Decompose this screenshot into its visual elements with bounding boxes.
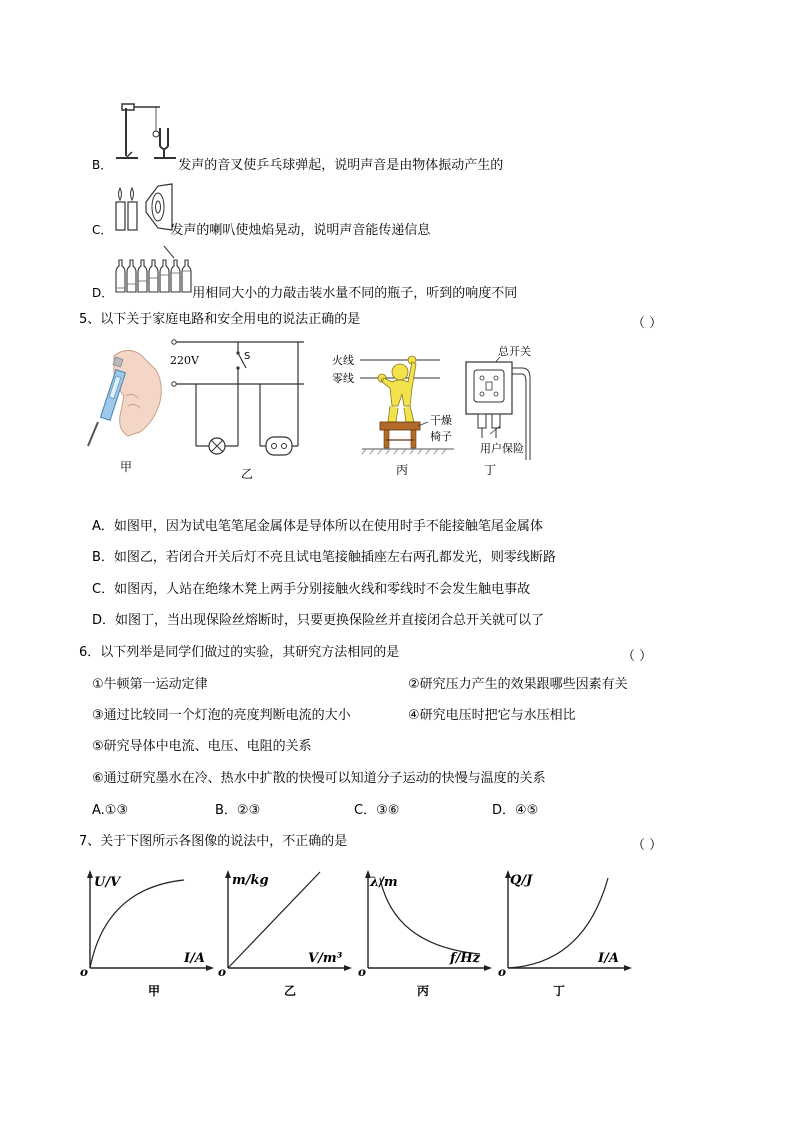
q6-item-5: ⑤研究导体中电流、电压、电阻的关系 xyxy=(92,739,312,754)
q6-choice-a: A.①③ xyxy=(92,803,129,818)
graph-yi-origin: o xyxy=(218,965,227,978)
q4-option-b: B． 发声的音叉使乒乓球弹起，说明声音是由物体振动产生的 xyxy=(92,158,504,173)
circuit-figure xyxy=(168,334,322,466)
graph-label-ding: 丁 xyxy=(552,984,565,998)
graph-label-jia: 甲 xyxy=(147,984,160,998)
graph-bing-origin: o xyxy=(358,965,367,978)
tuning-fork-figure xyxy=(112,100,184,164)
dry-label: 干燥 xyxy=(430,414,452,427)
graph-yi-xlabel: V/m³ xyxy=(308,951,343,966)
switch-label: S xyxy=(244,351,251,362)
graph-ding xyxy=(494,868,634,978)
q4-option-c: C． 发声的喇叭使烛焰晃动，说明声音能传递信息 xyxy=(92,223,431,238)
graph-label-yi: 乙 xyxy=(283,984,296,998)
graph-bing xyxy=(354,868,494,978)
q6-choice-d: D．④⑤ xyxy=(492,803,539,818)
voltage-label: 220V xyxy=(170,354,199,367)
graph-jia-origin: o xyxy=(80,965,89,978)
q6-item-1: ①牛顿第一运动定律 xyxy=(92,677,208,692)
q7-stem: 7、关于下图所示各图像的说法中，不正确的是 xyxy=(79,834,348,849)
q6-stem: 6．以下列举是同学们做过的实验，其研究方法相同的是 xyxy=(79,645,400,660)
graph-jia-ylabel: U/V xyxy=(94,875,121,890)
figure-label-jia: 甲 xyxy=(119,460,132,474)
graph-bing-xlabel: f/Hz xyxy=(450,951,481,966)
graph-jia-xlabel: I/A xyxy=(184,951,205,966)
q5-option-b: B．如图乙，若闭合开关后灯不亮且试电笔接触插座左右两孔都发光，则零线断路 xyxy=(92,550,556,565)
q6-answer-paren: （ ） xyxy=(622,649,653,664)
graph-ding-xlabel: I/A xyxy=(598,951,619,966)
chair-label: 椅子 xyxy=(430,430,452,443)
zero-line-label: 零线 xyxy=(332,372,354,385)
q5-answer-paren: （ ） xyxy=(632,316,663,331)
q5-option-c: C．如图丙，人站在绝缘木凳上两手分别接触火线和零线时不会发生触电事故 xyxy=(92,582,531,597)
graph-yi xyxy=(214,868,354,978)
person-on-chair-figure xyxy=(326,348,464,462)
graph-yi-ylabel: m/kg xyxy=(232,873,269,888)
q6-item-6: ⑥通过研究墨水在冷、热水中扩散的快慢可以知道分子运动的快慢与温度的关系 xyxy=(92,771,546,786)
q5-option-d: D．如图丁，当出现保险丝熔断时，只要更换保险丝并直接闭合总开关就可以了 xyxy=(92,613,545,628)
q6-item-3: ③通过比较同一个灯泡的亮度判断电流的大小 xyxy=(92,708,351,723)
q6-choice-b: B．②③ xyxy=(215,803,261,818)
q5-option-a: A．如图甲，因为试电笔笔尾金属体是导体所以在使用时手不能接触笔尾金属体 xyxy=(92,519,543,534)
main-switch-panel-figure xyxy=(460,344,548,462)
graph-jia xyxy=(76,868,216,978)
graph-ding-ylabel: Q/J xyxy=(510,873,533,888)
user-fuse-label: 用户保险 xyxy=(480,442,524,455)
fire-line-label: 火线 xyxy=(332,354,354,367)
figure-label-yi: 乙 xyxy=(240,467,253,481)
graph-bing-ylabel: λ/m xyxy=(370,875,398,890)
q5-stem: 5、以下关于家庭电路和安全用电的说法正确的是 xyxy=(79,312,361,327)
q6-item-2: ②研究压力产生的效果跟哪些因素有关 xyxy=(408,677,628,692)
test-pen-hand-figure xyxy=(84,340,170,450)
figure-label-bing: 丙 xyxy=(395,463,408,477)
q6-choice-c: C．③⑥ xyxy=(354,803,400,818)
graph-ding-origin: o xyxy=(498,965,507,978)
main-switch-label: 总开关 xyxy=(498,345,531,358)
q6-item-4: ④研究电压时把它与水压相比 xyxy=(408,708,576,723)
q4-option-d: D． 用相同大小的力敲击装水量不同的瓶子，听到的响度不同 xyxy=(92,286,518,301)
graph-label-bing: 丙 xyxy=(416,984,429,998)
figure-label-ding: 丁 xyxy=(483,463,496,477)
q7-answer-paren: （ ） xyxy=(632,838,663,853)
